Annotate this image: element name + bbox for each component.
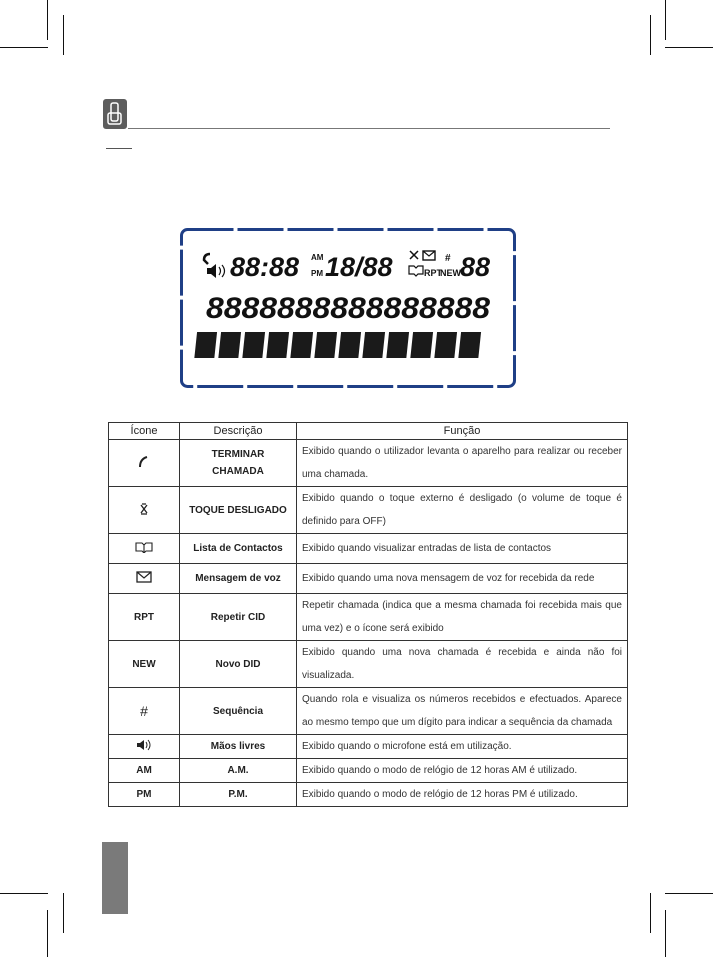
description-cell: Mensagem de voz — [180, 564, 297, 594]
envelope-icon — [136, 571, 152, 583]
function-cell: Exibido quando uma nova mensagem de voz for recebida da rede — [297, 564, 628, 594]
lcd-pm: PM — [311, 269, 323, 278]
header-function: Função — [297, 423, 628, 440]
crop-mark — [47, 0, 48, 40]
crop-mark — [665, 893, 713, 894]
icon-function-table — [108, 422, 628, 807]
icon-cell — [109, 564, 180, 594]
lcd-rpt: RPT — [424, 268, 442, 278]
lcd-block — [338, 332, 361, 358]
lcd-block — [458, 332, 481, 358]
function-cell: Exibido quando o microfone está em utilização. — [297, 735, 628, 759]
table-row — [109, 534, 628, 564]
header-rule — [128, 128, 610, 129]
crop-mark — [63, 893, 64, 933]
table-row — [109, 783, 628, 807]
lcd-am: AM — [311, 253, 324, 262]
function-cell: Exibido quando o utilizador levanta o aparelho para realizar ou receber uma chamada. — [297, 440, 628, 487]
new-text: NEW — [109, 641, 180, 688]
function-cell: Quando rola e visualiza os números recebidos e efectuados. Aparece ao mesmo tempo que um dígito para indicar a sequência da chamada — [297, 688, 628, 735]
rpt-text: RPT — [109, 594, 180, 641]
description-cell: Repetir CID — [180, 594, 297, 641]
function-cell: Repetir chamada (indica que a mesma chamada foi recebida mais que uma vez) e o ícone será exibido — [297, 594, 628, 641]
handset-icon — [137, 455, 151, 469]
table-row — [109, 440, 628, 487]
icon-cell — [109, 735, 180, 759]
pm-text: PM — [109, 783, 180, 807]
crop-mark — [665, 0, 666, 40]
lcd-block — [386, 332, 409, 358]
handset-tab-icon — [103, 99, 127, 129]
speaker-icon — [136, 739, 152, 751]
crop-mark — [63, 15, 64, 55]
lcd-clock: 88:88 — [230, 252, 300, 282]
lcd-hash: # — [445, 253, 451, 264]
table-row — [109, 564, 628, 594]
table-row — [109, 688, 628, 735]
phonebook-icon — [135, 541, 153, 553]
lcd-block — [362, 332, 385, 358]
crop-mark — [665, 47, 713, 48]
lcd-block — [218, 332, 241, 358]
description-cell: TERMINAR CHAMADA — [180, 440, 297, 487]
lcd-block — [290, 332, 313, 358]
table-header-row — [109, 423, 628, 440]
lcd-display — [180, 228, 516, 388]
icon-cell — [109, 440, 180, 487]
lcd-date: 18/88 — [325, 252, 393, 282]
description-cell: Lista de Contactos — [180, 534, 297, 564]
ringer-off-icon — [138, 502, 150, 516]
description-cell: P.M. — [180, 783, 297, 807]
crop-mark — [650, 893, 651, 933]
page-side-tab — [102, 842, 128, 914]
function-cell: Exibido quando o modo de relógio de 12 horas AM é utilizado. — [297, 759, 628, 783]
crop-mark — [650, 15, 651, 55]
section-underline — [106, 148, 132, 149]
lcd-digit-line: 8888888888888888 — [206, 292, 491, 325]
function-cell: Exibido quando o modo de relógio de 12 horas PM é utilizado. — [297, 783, 628, 807]
table-row — [109, 759, 628, 783]
table-row — [109, 735, 628, 759]
lcd-block — [266, 332, 289, 358]
lcd-block — [410, 332, 433, 358]
table-row — [109, 487, 628, 534]
function-cell: Exibido quando uma nova chamada é recebida e ainda não foi visualizada. — [297, 641, 628, 688]
description-cell: Novo DID — [180, 641, 297, 688]
lcd-block — [314, 332, 337, 358]
crop-mark — [47, 910, 48, 957]
lcd-new: NEW — [440, 268, 461, 278]
crop-mark — [0, 47, 48, 48]
table-row — [109, 641, 628, 688]
description-cell: TOQUE DESLIGADO — [180, 487, 297, 534]
lcd-block — [434, 332, 457, 358]
description-cell: Mãos livres — [180, 735, 297, 759]
hash-icon: # — [109, 688, 180, 735]
lcd-count: 88 — [460, 252, 491, 282]
crop-mark — [0, 893, 48, 894]
am-text: AM — [109, 759, 180, 783]
icon-cell — [109, 534, 180, 564]
header-description: Descrição — [180, 423, 297, 440]
header-icon: Ícone — [109, 423, 180, 440]
table-row — [109, 594, 628, 641]
crop-mark — [665, 910, 666, 957]
description-cell: A.M. — [180, 759, 297, 783]
function-cell: Exibido quando visualizar entradas de lista de contactos — [297, 534, 628, 564]
lcd-block — [242, 332, 265, 358]
lcd-block — [194, 332, 217, 358]
function-cell: Exibido quando o toque externo é desligado (o volume de toque é definido para OFF) — [297, 487, 628, 534]
icon-cell — [109, 487, 180, 534]
description-cell: Sequência — [180, 688, 297, 735]
